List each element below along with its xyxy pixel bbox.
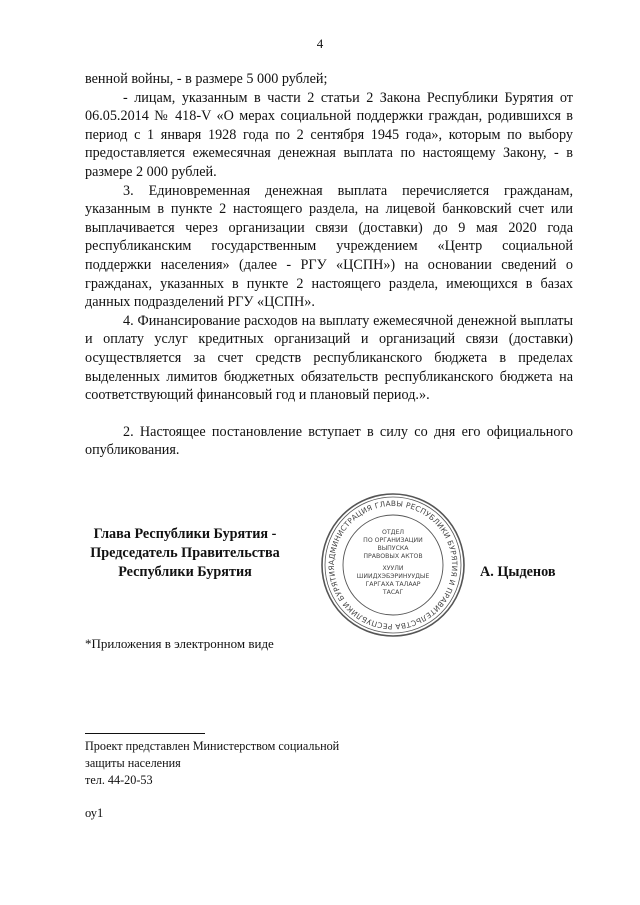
signatory-name: А. Цыденов [480,564,556,580]
signatory-title-line: Председатель Правительства [90,545,280,561]
appendix-note: *Приложения в электронном виде [85,636,274,651]
signatory-title [85,525,285,582]
seal-inner-text: ПО ОРГАНИЗАЦИИ [363,537,423,544]
seal-ring-text: АДМИНИСТРАЦИЯ ГЛАВЫ РЕСПУБЛИКИ БУРЯТИЯ И ПРАВИТЕЛЬСТВА РЕСПУБЛИКИ БУРЯТИЯ [326,498,460,632]
footnote-divider [85,733,205,734]
seal-inner-text: ОТДЕЛ [381,529,405,536]
footnote [85,738,339,789]
signatory-title-line: Республики Бурятия [118,564,252,580]
seal-inner-text: ПРАВОВЫХ АКТОВ [363,553,423,560]
paragraph-item-4: 4. Финансирование расходов на выплату ежемесячной денежной выплаты и оплату услуг кредитных организаций и организаций связи (доставки) осуществляется за счет средств республиканского бюджета в пределах выделенных лимитов бюджетных обязательств республиканского бюджета на соответствующий финансовый год и плановый период.». [85,312,573,404]
official-seal [318,490,468,640]
paragraph-persons-law-418: - лицам, указанным в части 2 статьи 2 Закона Республики Бурятия от 06.05.2014 № 418-V «О мерах социальной поддержки граждан, родившихся в период с 1 января 1928 года по 2 сентября 1945 года», которым по выбору предоставляется ежемесячная денежная выплата по настоящему Закону, - в размере 2 000 рублей. [85,89,573,180]
footnote-line: тел. 44-20-53 [85,773,153,787]
seal-inner-text: ТАСАГ [382,589,404,596]
signatory-title-line: Глава Республики Бурятия - [93,526,277,542]
seal-inner-text: ВЫПУСКА [377,545,409,552]
document-body [85,70,573,460]
page-number: 4 [316,36,324,51]
footnote-line: Проект представлен Министерством социальной [85,739,340,753]
paragraph-item-3: 3. Единовременная денежная выплата перечисляется гражданам, указанным в пункте 2 настоящего раздела, на лицевой банковский счет или выплачивается через организации связи (доставки) до 9 мая 2020 года республиканским государственным учреждением «Центр социальной поддержки населения» (далее - РГУ «ЦСПН») на основании сведений о гражданах, указанных в пункте 2 настоящего раздела, имеющихся в базах данных подразделений РГУ «ЦСПН». [85,182,573,311]
seal-inner-text: ХУУЛИ [382,565,404,572]
paragraph-continuation: венной войны, - в размере 5 000 рублей; [85,71,328,87]
seal-inner-text: ГАРГАХА ТАЛААР [365,581,421,588]
seal-inner-text: ШИИДХЭБЭРИНУУДЫЕ [356,573,430,580]
footnote-line: защиты населения [85,756,181,770]
paragraph-entry-into-force: 2. Настоящее постановление вступает в силу со дня его официального опубликования. [85,423,573,459]
document-code: оу1 [85,806,104,820]
